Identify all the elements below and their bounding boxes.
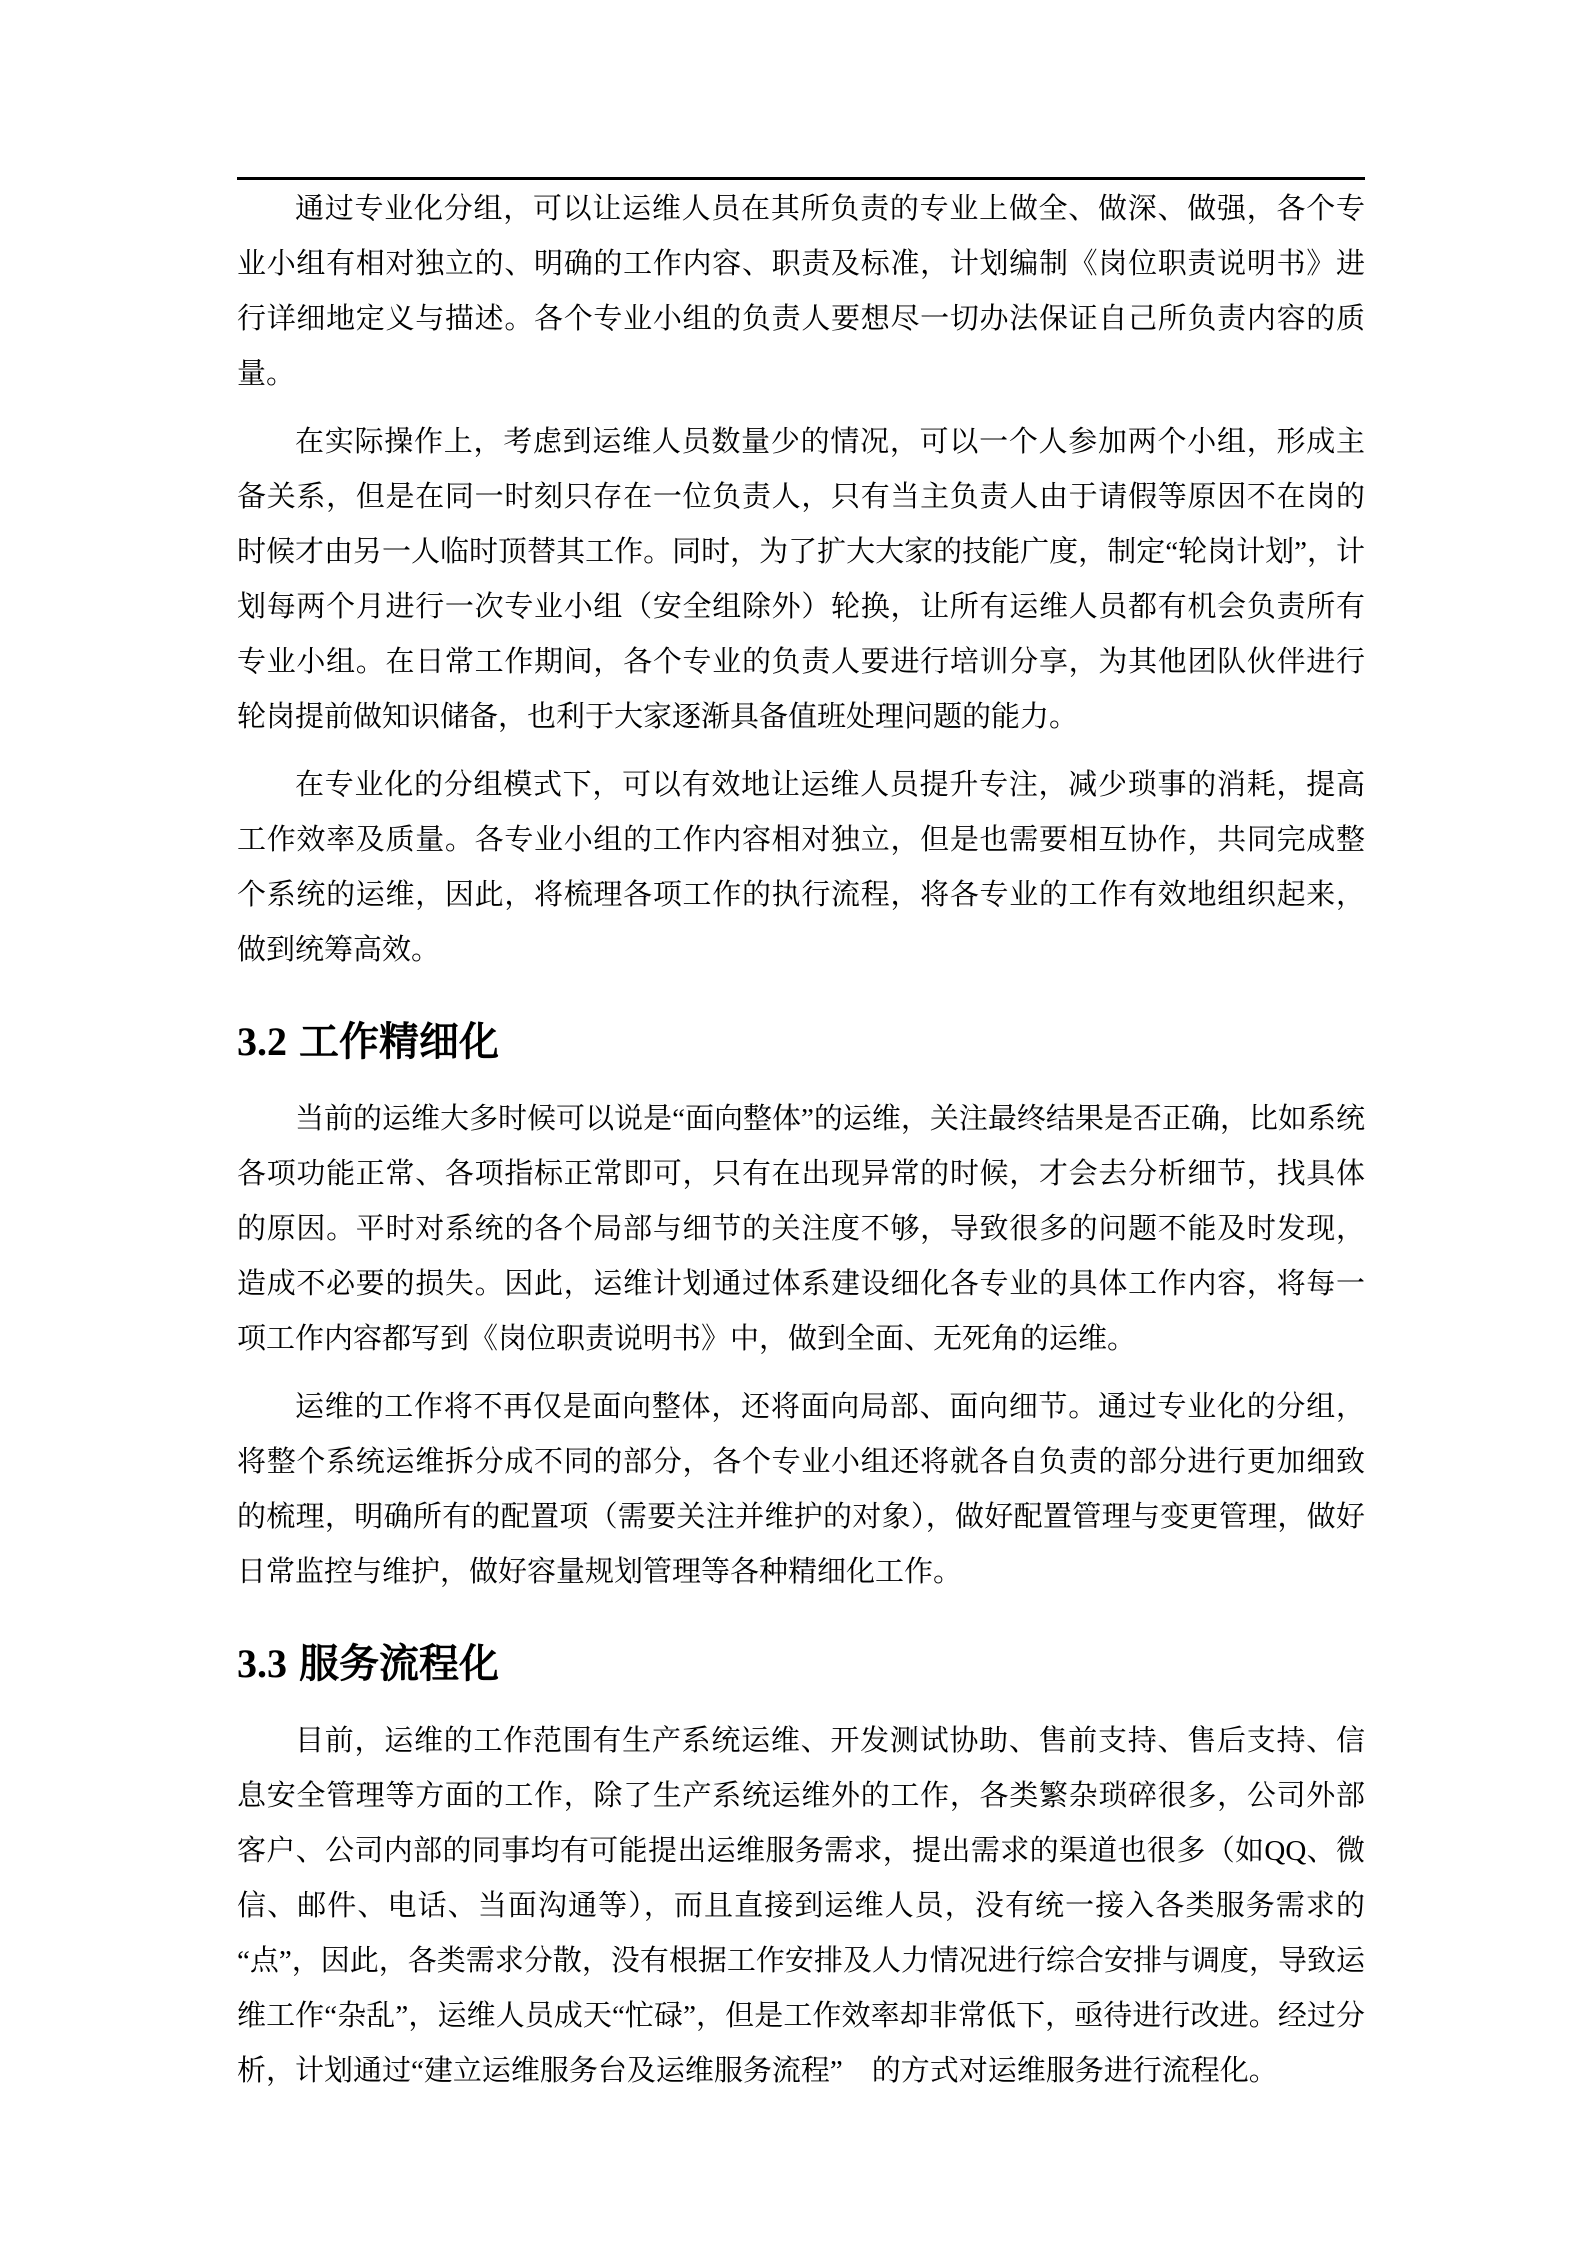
section-title: 工作精细化	[299, 1020, 499, 1064]
body-paragraph: 目前，运维的工作范围有生产系统运维、开发测试协助、售前支持、售后支持、信息安全管理等方面的工作，除了生产系统运维外的工作，各类繁杂琐碎很多，公司外部客户、公司内部的同事均有可能提出运维服务需求，提出需求的渠道也很多（如QQ、微信、邮件、电话、当面沟通等），而且直接到运维人员，没有统一接入各类服务需求的“点”，因此，各类需求分散，没有根据工作安排及人力情况进行综合安排与调度，导致运维工作“杂乱”，运维人员成天“忙碌”，但是工作效率却非常低下，亟待进行改进。经过分析，计划通过“建立运维服务台及运维服务流程” 的方式对运维服务进行流程化。	[237, 1725, 1365, 2087]
section-number: 3.3	[237, 1641, 287, 1686]
section-title: 服务流程化	[299, 1642, 499, 1686]
section-number: 3.2	[237, 1019, 287, 1064]
body-paragraph: 在专业化的分组模式下，可以有效地让运维人员提升专注，减少琐事的消耗，提高工作效率及质量。各专业小组的工作内容相对独立，但是也需要相互协作，共同完成整个系统的运维，因此，将梳理各项工作的执行流程，将各专业的工作有效地组织起来，做到统筹高效。	[237, 769, 1365, 966]
body-paragraph: 当前的运维大多时候可以说是“面向整体”的运维，关注最终结果是否正确，比如系统各项功能正常、各项指标正常即可，只有在出现异常的时候，才会去分析细节，找具体的原因。平时对系统的各个局部与细节的关注度不够，导致很多的问题不能及时发现，造成不必要的损失。因此，运维计划通过体系建设细化各专业的具体工作内容，将每一项工作内容都写到《岗位职责说明书》中，做到全面、无死角的运维。	[237, 1103, 1365, 1355]
body-paragraph: 运维的工作将不再仅是面向整体，还将面向局部、面向细节。通过专业化的分组，将整个系统运维拆分成不同的部分，各个专业小组还将就各自负责的部分进行更加细致的梳理，明确所有的配置项（需要关注并维护的对象），做好配置管理与变更管理，做好日常监控与维护，做好容量规划管理等各种精细化工作。	[237, 1391, 1365, 1588]
document-content	[237, 180, 1365, 2099]
body-paragraph: 通过专业化分组，可以让运维人员在其所负责的专业上做全、做深、做强，各个专业小组有相对独立的、明确的工作内容、职责及标准，计划编制《岗位职责说明书》进行详细地定义与描述。各个专业小组的负责人要想尽一切办法保证自己所负责内容的质量。	[237, 193, 1365, 390]
section-heading-3-2	[237, 1018, 1365, 1066]
body-paragraph: 在实际操作上，考虑到运维人员数量少的情况，可以一个人参加两个小组，形成主备关系，但是在同一时刻只存在一位负责人，只有当主负责人由于请假等原因不在岗的时候才由另一人临时顶替其工作。同时，为了扩大大家的技能广度，制定“轮岗计划”，计划每两个月进行一次专业小组（安全组除外）轮换，让所有运维人员都有机会负责所有专业小组。在日常工作期间，各个专业的负责人要进行培训分享，为其他团队伙伴进行轮岗提前做知识储备，也利于大家逐渐具备值班处理问题的能力。	[237, 426, 1365, 733]
section-heading-3-3	[237, 1640, 1365, 1688]
